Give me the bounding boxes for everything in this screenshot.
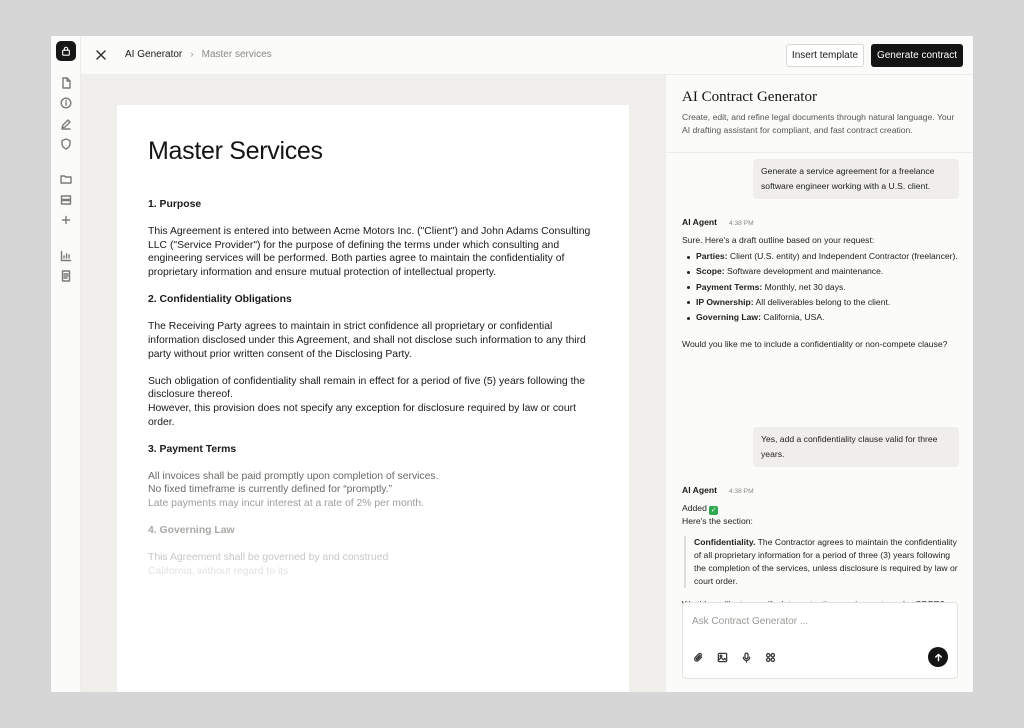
- folder-icon[interactable]: [59, 172, 73, 186]
- agent-message-2-body: [682, 484, 962, 611]
- document-body: [148, 198, 600, 579]
- agent-intro: Sure. Here's a draft outline based on your request:: [682, 235, 875, 245]
- chevron-right-icon: ›: [190, 49, 194, 60]
- divider: [666, 152, 973, 153]
- paragraph-payment-2: No fixed timeframe is currently defined for “promptly.”: [148, 484, 393, 496]
- chart-icon[interactable]: [59, 249, 73, 263]
- breadcrumb-ai-generator[interactable]: AI Generator: [125, 49, 183, 60]
- insert-template-button[interactable]: Insert template: [786, 44, 864, 67]
- info-icon[interactable]: [59, 96, 73, 110]
- agent-name: AI Agent: [682, 485, 718, 495]
- paragraph-confidentiality-2: Such obligation of confidentiality shall remain in effect for a period of five (5) years following the disclosure thereof.: [148, 375, 586, 401]
- list-item: Scope: Software development and maintenance.: [687, 264, 962, 279]
- list-item: IP Ownership: All deliverables belong to the client.: [687, 295, 962, 310]
- paragraph-confidentiality-1: The Receiving Party agrees to maintain in strict confidence all proprietary or confidential information disclosed under this Agreement, and shall not disclose such information to any third party without prior written consent of the Disclosing Party.: [148, 321, 586, 360]
- message-time: 4:38 PM: [729, 220, 754, 227]
- section-heading-governing-law: 4. Governing Law: [148, 525, 235, 537]
- section-heading-confidentiality: 2. Confidentiality Obligations: [148, 294, 292, 306]
- list-item: Payment Terms: Monthly, net 30 days.: [687, 280, 962, 295]
- image-icon[interactable]: [715, 650, 729, 664]
- arrow-up-icon: [934, 653, 943, 662]
- chat-input[interactable]: [692, 613, 942, 629]
- logo-icon[interactable]: [56, 41, 76, 61]
- panel-header: [682, 89, 962, 137]
- panel-title: AI Contract Generator: [682, 89, 817, 105]
- paragraph-governing-law-2: California, without regard to its: [148, 566, 289, 578]
- document-page[interactable]: [117, 105, 629, 692]
- section-lead: Here's the section:: [682, 516, 753, 526]
- agent-name: AI Agent: [682, 217, 718, 227]
- section-heading-payment: 3. Payment Terms: [148, 443, 237, 455]
- message-time: 4:38 PM: [729, 488, 754, 495]
- file-list-icon[interactable]: [59, 269, 73, 283]
- apps-grid-icon[interactable]: [763, 650, 777, 664]
- paragraph-governing-law-1: This Agreement shall be governed by and construed: [148, 552, 389, 564]
- breadcrumb-master-services: Master services: [201, 49, 272, 60]
- agent-question: Would you like me to include a confidentiality or non-compete clause?: [682, 339, 948, 350]
- ai-panel: [665, 75, 973, 692]
- paragraph-payment-3: Late payments may incur interest at a rate of 2% per month.: [148, 498, 425, 510]
- app-window: [51, 36, 973, 692]
- panel-description: Create, edit, and refine legal documents through natural language. Your AI drafting assistant for compliant, and fast contract creation.: [682, 112, 955, 135]
- send-button[interactable]: [928, 647, 948, 667]
- shield-icon[interactable]: [59, 137, 73, 151]
- document-icon[interactable]: [59, 76, 73, 90]
- outline-list: [682, 249, 962, 325]
- checkmark-icon: ✓: [710, 507, 717, 514]
- agent-message-1: [682, 216, 962, 351]
- user-message-2: Yes, add a confidentiality clause valid for three years.: [753, 427, 959, 467]
- paragraph-payment-1: All invoices shall be paid promptly upon completion of services.: [148, 470, 439, 482]
- added-line: Added ✓: [682, 503, 717, 514]
- top-bar: [81, 36, 973, 75]
- server-icon[interactable]: [59, 193, 73, 207]
- user-message-1: Generate a service agreement for a freelance software engineer working with a U.S. client.: [753, 159, 959, 199]
- pen-icon[interactable]: [59, 117, 73, 131]
- clause-quote: Confidentiality. The Contractor agrees to maintain the confidentiality of all proprietary information for a period of three (3) years following the completion of the services, unless disclosure is required by law or court order.: [684, 536, 962, 588]
- close-icon[interactable]: [95, 49, 107, 61]
- generate-contract-button[interactable]: Generate contract: [871, 44, 963, 67]
- plus-icon[interactable]: [59, 213, 73, 227]
- list-item: Governing Law: California, USA.: [687, 310, 962, 325]
- document-area: [81, 75, 665, 692]
- list-item: Parties: Client (U.S. entity) and Independent Contractor (freelancer).: [687, 249, 962, 264]
- left-rail: [51, 36, 81, 692]
- microphone-icon[interactable]: [739, 650, 753, 664]
- paragraph-purpose: This Agreement is entered into between Acme Motors Inc. ("Client") and John Adams Consulting LLC ("Service Provider") for the purpose of defining the terms under which consulting and engineering services will be performed. Both parties agree to maintain the confidentiality of proprietary information and ensure mutual protection of intellectual property.: [148, 226, 591, 278]
- paperclip-icon[interactable]: [691, 650, 705, 664]
- chat-composer: [682, 602, 958, 679]
- breadcrumb: [125, 49, 272, 60]
- document-title: Master Services: [148, 137, 323, 165]
- paragraph-confidentiality-3: However, this provision does not specify any exception for disclosure required by law or court order.: [148, 402, 576, 428]
- section-heading-purpose: 1. Purpose: [148, 199, 202, 210]
